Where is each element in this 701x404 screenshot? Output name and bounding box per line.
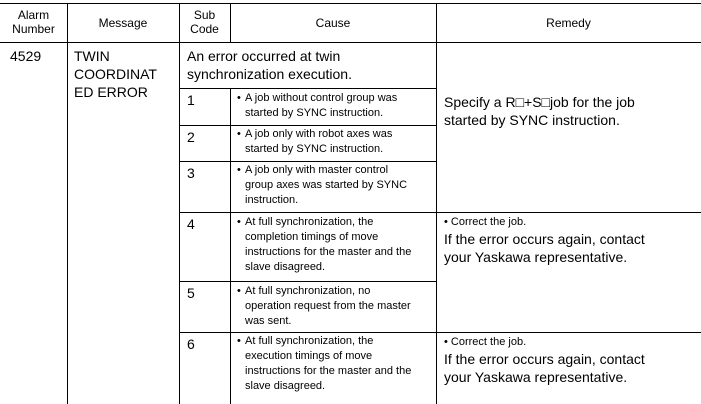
- sub-code: 4: [187, 216, 195, 232]
- table-top-border: [0, 3, 701, 4]
- header-sub-code: [179, 8, 230, 36]
- cause-line: was sent.: [245, 315, 292, 327]
- cause-line: • A job only with master control: [245, 163, 407, 178]
- remedy-bullet-text: Correct the job.: [450, 336, 527, 348]
- header-sub-code-line: Sub: [193, 8, 216, 22]
- cause-text: [245, 334, 411, 394]
- remedy-line: If the error occurs again, contact: [444, 231, 645, 247]
- header-bottom-border: [0, 42, 701, 43]
- summary-divider: [179, 88, 436, 89]
- row-divider: [179, 281, 436, 282]
- cause-line: • At full synchronization, the: [245, 334, 411, 349]
- remedy-line: Specify a R□+S□job for the job: [444, 94, 635, 110]
- alarm-number: 4529: [10, 48, 42, 64]
- cause-line: • A job without control group was: [245, 91, 397, 106]
- header-sub-code-line: Code: [190, 22, 219, 36]
- remedy-line: your Yaskawa representative.: [444, 369, 628, 385]
- alarm-message-line: COORDINAT: [74, 66, 157, 82]
- row-divider: [179, 212, 701, 213]
- header-remedy: Remedy: [546, 16, 591, 30]
- row-divider: [179, 125, 436, 126]
- cause-text: [245, 127, 392, 157]
- cause-line: slave disagreed.: [245, 261, 326, 273]
- remedy-bullet: • Correct the job.: [444, 336, 527, 348]
- remedy-line: started by SYNC instruction.: [444, 112, 620, 128]
- alarm-message-line: TWIN: [74, 48, 110, 64]
- column-divider: [230, 88, 231, 404]
- alarm-summary: [187, 47, 352, 83]
- remedy-correct-job: [444, 335, 645, 386]
- cause-line: • At full synchronization, the: [245, 215, 411, 230]
- alarm-message: [74, 47, 157, 101]
- header-cause: Cause: [315, 16, 351, 30]
- cause-line: operation request from the master: [245, 300, 411, 312]
- remedy-bullet: • Correct the job.: [444, 216, 527, 228]
- remedy-line: If the error occurs again, contact: [444, 351, 645, 367]
- header-alarm-number-line: Alarm: [17, 8, 50, 22]
- sub-code: 6: [187, 336, 195, 352]
- cause-text: [245, 284, 411, 329]
- cause-line: group axes was started by SYNC: [245, 179, 408, 191]
- cause-line: started by SYNC instruction.: [245, 143, 384, 155]
- cause-line: execution timings of move: [245, 350, 373, 362]
- cause-line: slave disagreed.: [245, 380, 326, 392]
- header-alarm-number-line: Number: [12, 22, 55, 36]
- cause-text: [245, 163, 407, 208]
- sub-code: 1: [187, 92, 195, 108]
- sub-code: 2: [187, 129, 195, 145]
- cause-text: [245, 215, 411, 275]
- cause-line: instructions for the master and the: [245, 365, 412, 377]
- column-divider: [436, 3, 437, 404]
- cause-line: instruction.: [245, 194, 299, 206]
- alarm-summary-line: An error occurred at twin: [187, 48, 341, 64]
- remedy-correct-job: [444, 215, 645, 266]
- sub-code: 5: [187, 285, 195, 301]
- column-divider: [67, 3, 68, 404]
- column-divider: [179, 3, 180, 404]
- cause-line: • At full synchronization, no: [245, 284, 411, 299]
- row-divider: [179, 161, 436, 162]
- alarm-summary-line: synchronization execution.: [187, 66, 352, 82]
- sub-code: 3: [187, 165, 195, 181]
- cause-text: [245, 91, 397, 121]
- cause-line: completion timings of move: [245, 231, 379, 243]
- remedy-line: your Yaskawa representative.: [444, 249, 628, 265]
- header-alarm-number: [0, 8, 67, 36]
- header-message: Message: [98, 16, 148, 30]
- cause-line: • A job only with robot axes was: [245, 127, 392, 142]
- remedy-bullet-text: Correct the job.: [450, 216, 527, 228]
- cause-line: started by SYNC instruction.: [245, 107, 384, 119]
- alarm-message-line: ED ERROR: [74, 84, 148, 100]
- cause-line: instructions for the master and the: [245, 246, 412, 258]
- remedy-sync: [444, 93, 635, 129]
- row-divider: [179, 332, 701, 333]
